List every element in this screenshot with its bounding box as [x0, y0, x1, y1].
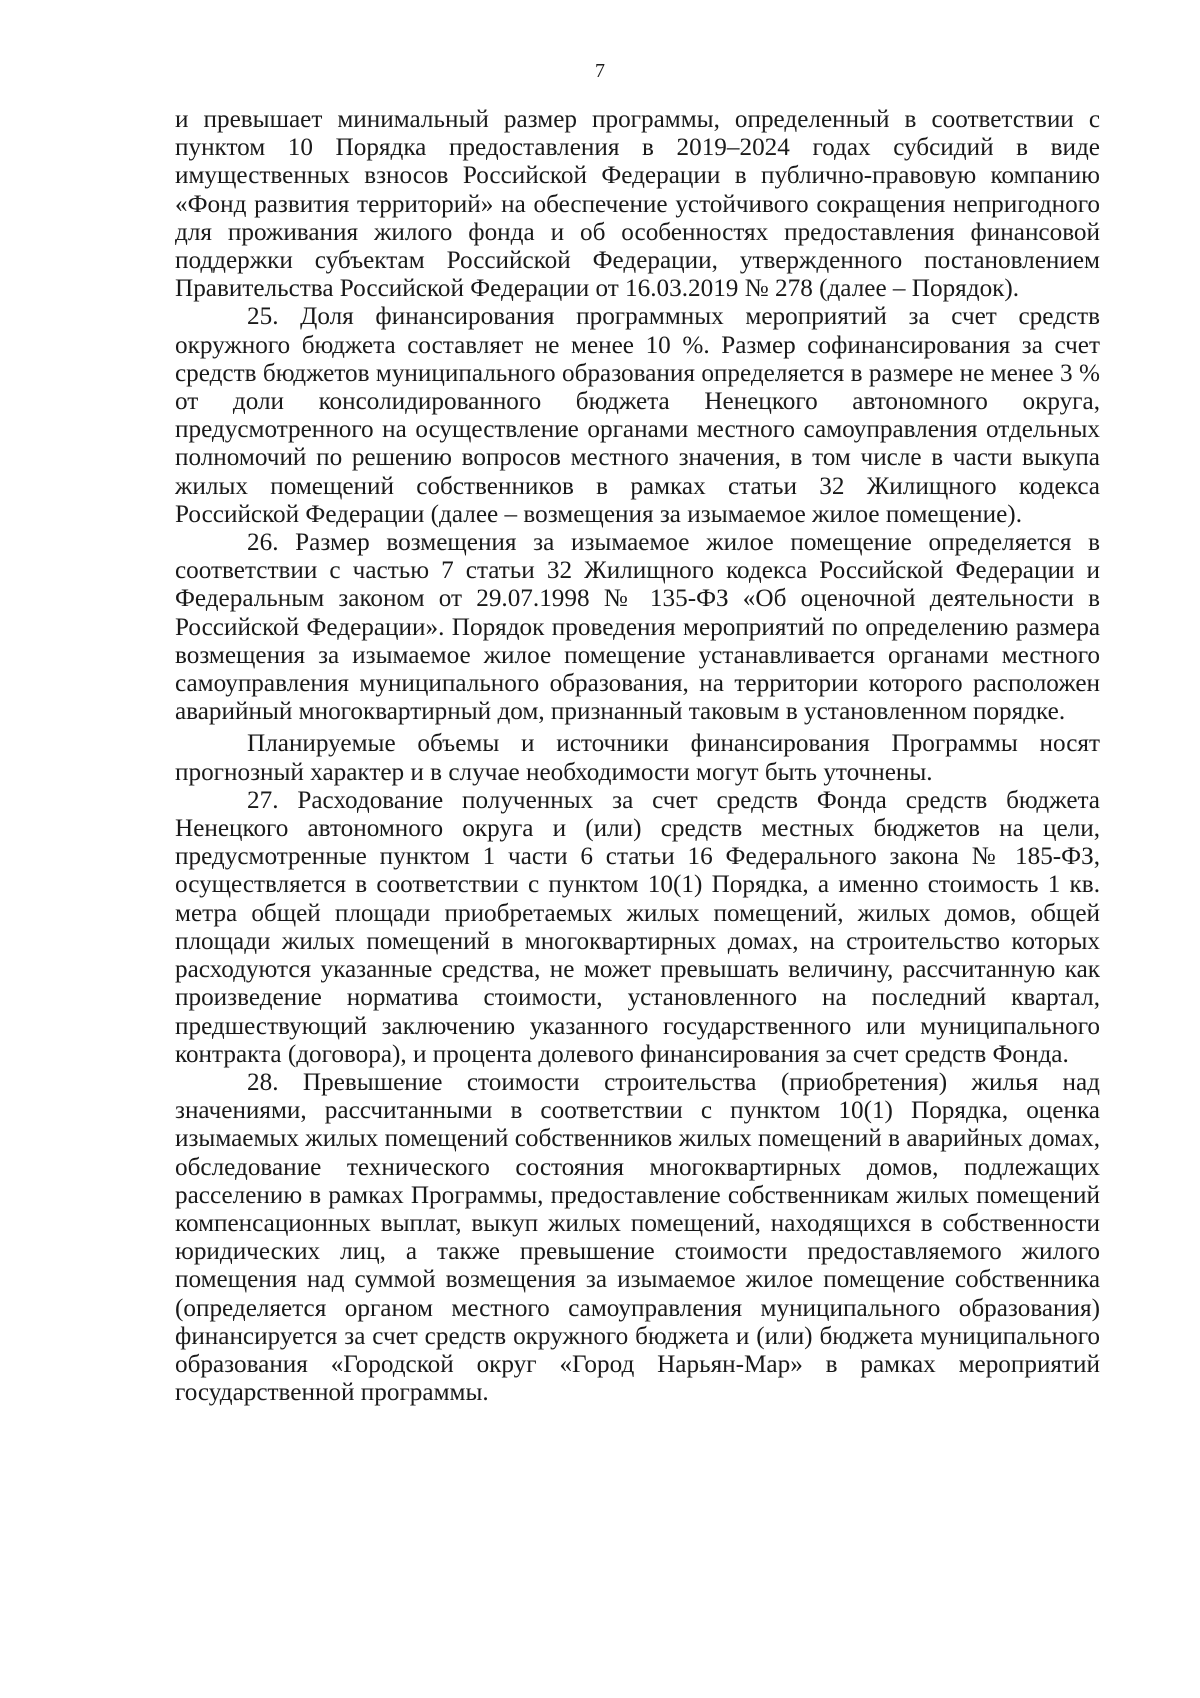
- paragraph-item-26: 26. Размер возмещения за изымаемое жилое помещение определяется в соответствии с частью 7 статьи 32 Жилищного кодекса Российской Федерации и Федеральным законом от 29.07.1998 № 135-ФЗ «Об оценочной деятельности в Российской Федерации». Порядок проведения мероприятий по определению размера возмещения за изымаемое жилое помещение устанавливается органами местного самоуправления муниципального образования, на территории которого расположен аварийный многоквартирный дом, признанный таковым в установленном порядке.: [175, 529, 1100, 726]
- paragraph-financing-note: Планируемые объемы и источники финансирования Программы носят прогнозный характер и в случае необходимости могут быть уточнены.: [175, 730, 1100, 786]
- page-number: 7: [595, 60, 605, 82]
- paragraph-item-25: 25. Доля финансирования программных мероприятий за счет средств окружного бюджета составляет не менее 10 %. Размер софинансирования за счет средств бюджетов муниципального образования определяется в размере не менее 3 % от доли консолидированного бюджета Ненецкого автономного округа, предусмотренного на осуществление органами местного самоуправления отдельных полномочий по решению вопросов местного значения, в том числе в части выкупа жилых помещений собственников в рамках статьи 32 Жилищного кодекса Российской Федерации (далее – возмещения за изымаемое жилое помещение).: [175, 303, 1100, 528]
- document-body: [175, 106, 1100, 1407]
- paragraph-item-27: 27. Расходование полученных за счет средств Фонда средств бюджета Ненецкого автономного округа и (или) средств местных бюджетов на цели, предусмотренные пунктом 1 части 6 статьи 16 Федерального закона № 185-ФЗ, осуществляется в соответствии с пунктом 10(1) Порядка, а именно стоимость 1 кв. метра общей площади приобретаемых жилых помещений, жилых домов, общей площади жилых помещений в многоквартирных домах, на строительство которых расходуются указанные средства, не может превышать величину, рассчитанную как произведение норматива стоимости, установленного на последний квартал, предшествующий заключению указанного государственного или муниципального контракта (договора), и процента долевого финансирования за счет средств Фонда.: [175, 786, 1100, 1068]
- paragraph-item-28: 28. Превышение стоимости строительства (приобретения) жилья над значениями, рассчитанными в соответствии с пунктом 10(1) Порядка, оценка изымаемых жилых помещений собственников жилых помещений в аварийных домах, обследование технического состояния многоквартирных домов, подлежащих расселению в рамках Программы, предоставление собственникам жилых помещений компенсационных выплат, выкуп жилых помещений, находящихся в собственности юридических лиц, а также превышение стоимости предоставляемого жилого помещения над суммой возмещения за изымаемое жилое помещение собственника (определяется органом местного самоуправления муниципального образования) финансируется за счет средств окружного бюджета и (или) бюджета муниципального образования «Городской округ «Город Нарьян-Мар» в рамках мероприятий государственной программы.: [175, 1068, 1100, 1407]
- paragraph-continuation: и превышает минимальный размер программы, определенный в соответствии с пунктом 10 Порядка предоставления в 2019–2024 годах субсидий в виде имущественных взносов Российской Федерации в публично-правовую компанию «Фонд развития территорий» на обеспечение устойчивого сокращения непригодного для проживания жилого фонда и об особенностях предоставления финансовой поддержки субъектам Российской Федерации, утвержденного постановлением Правительства Российской Федерации от 16.03.2019 № 278 (далее – Порядок).: [175, 106, 1100, 303]
